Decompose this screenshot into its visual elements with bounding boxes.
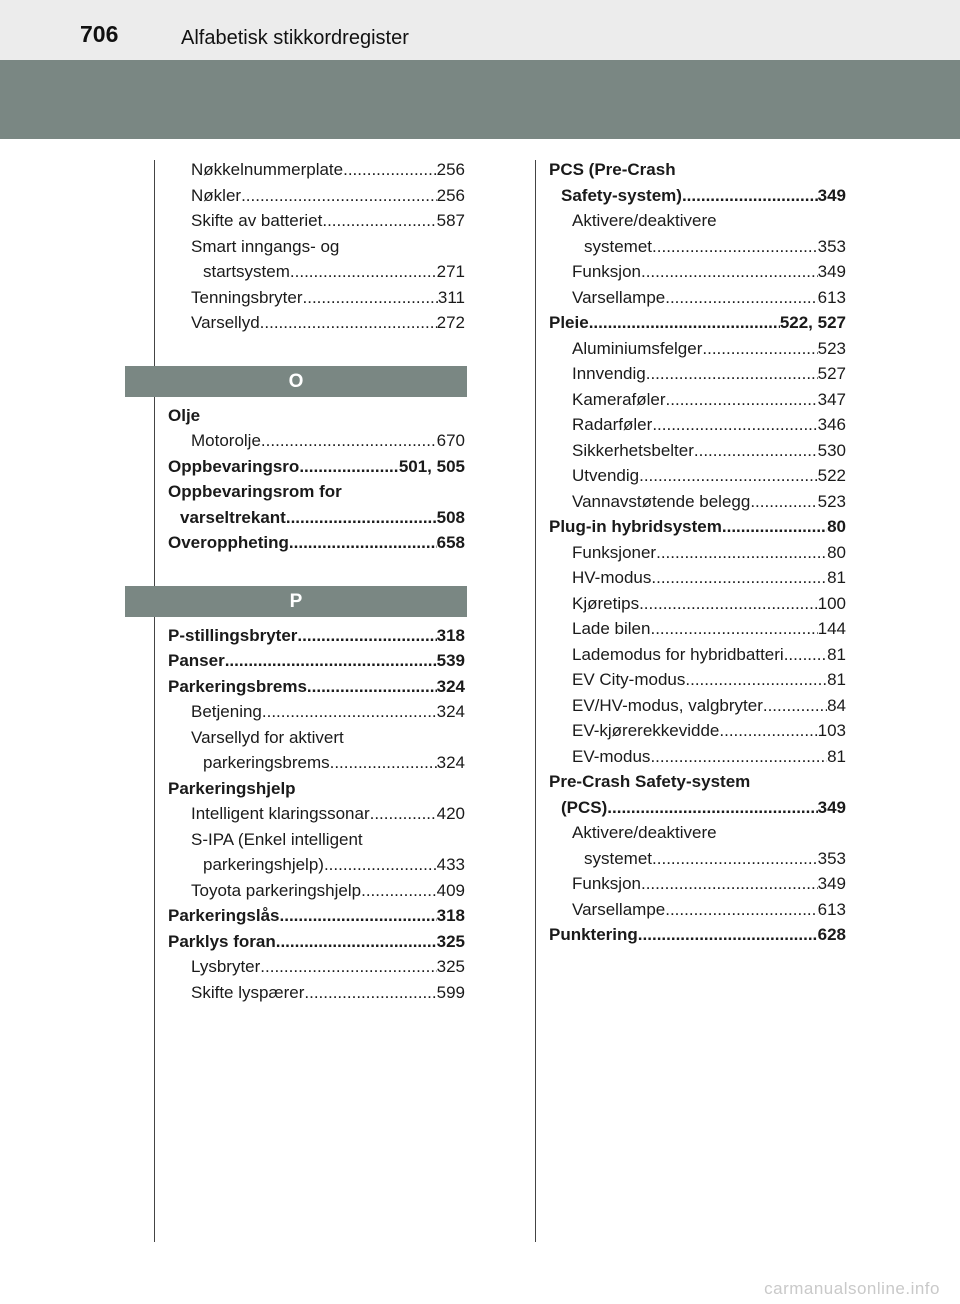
index-subentry bbox=[549, 259, 846, 285]
page-reference: 523 bbox=[817, 491, 846, 511]
index-subentry bbox=[168, 801, 465, 827]
entry-label: Vannavstøtende belegg bbox=[572, 491, 751, 511]
index-subentry bbox=[168, 234, 465, 260]
dot-leader bbox=[241, 183, 437, 209]
index-entry bbox=[549, 157, 846, 183]
entry-label: Parkeringslås bbox=[168, 906, 280, 925]
page-reference: 272 bbox=[436, 313, 465, 332]
dot-leader bbox=[784, 642, 827, 668]
index-subentry bbox=[168, 699, 465, 725]
dot-leader bbox=[641, 871, 818, 897]
dot-leader bbox=[722, 514, 827, 540]
index-entry bbox=[168, 929, 465, 955]
entry-label: Punktering bbox=[549, 925, 638, 944]
entry-label: Oppbevaringsro bbox=[168, 456, 300, 476]
index-subentry bbox=[549, 718, 846, 744]
dot-leader bbox=[646, 361, 818, 387]
dot-leader bbox=[639, 591, 818, 617]
index-subentry bbox=[549, 361, 846, 387]
page-reference: 599 bbox=[436, 982, 465, 1002]
index-subentry bbox=[168, 750, 465, 776]
page-reference: 613 bbox=[817, 287, 846, 307]
entry-label: Varsellampe bbox=[572, 899, 666, 919]
page-reference: 409 bbox=[436, 880, 465, 900]
index-subentry bbox=[168, 157, 465, 183]
entry-label: startsystem bbox=[203, 262, 290, 281]
dot-leader bbox=[286, 505, 437, 531]
index-column-right bbox=[549, 157, 846, 948]
page-reference: 501, 505 bbox=[398, 456, 465, 476]
index-subentry bbox=[168, 980, 465, 1006]
dot-leader bbox=[289, 530, 437, 556]
index-subentry bbox=[549, 642, 846, 668]
page-reference: 670 bbox=[436, 431, 465, 450]
entry-label: Plug-in hybridsystem bbox=[549, 517, 722, 536]
index-subentry bbox=[549, 336, 846, 362]
entry-label: Toyota parkeringshjelp bbox=[191, 880, 362, 900]
index-entry bbox=[168, 623, 465, 649]
entry-label: Panser bbox=[168, 651, 225, 670]
entry-label: Utvendig bbox=[572, 466, 640, 485]
page-reference: 613 bbox=[817, 899, 846, 919]
index-subentry bbox=[549, 871, 846, 897]
entry-label: Varsellampe bbox=[572, 287, 666, 307]
entry-label: Skifte lyspærer bbox=[191, 982, 305, 1002]
index-subentry bbox=[168, 878, 465, 904]
dot-leader bbox=[262, 699, 437, 725]
dot-leader bbox=[261, 428, 437, 454]
entry-label: EV-modus bbox=[572, 746, 651, 766]
index-subentry bbox=[549, 693, 846, 719]
index-subentry bbox=[549, 285, 846, 311]
page-reference: 324 bbox=[436, 702, 465, 721]
dot-leader bbox=[589, 310, 780, 336]
entry-label: Pleie bbox=[549, 313, 589, 332]
dot-leader bbox=[652, 412, 817, 438]
dot-leader bbox=[304, 980, 436, 1006]
entry-label: Intelligent klaringssonar bbox=[191, 804, 370, 823]
header-band bbox=[0, 60, 960, 139]
entry-label: Kjøretips bbox=[572, 593, 640, 613]
page-reference: 349 bbox=[817, 185, 846, 205]
index-subentry bbox=[549, 744, 846, 770]
entry-label: Lade bilen bbox=[572, 619, 651, 638]
page-reference: 523 bbox=[817, 338, 846, 358]
entry-label: parkeringsbrems bbox=[203, 753, 330, 772]
entry-label: systemet bbox=[584, 236, 653, 256]
index-subentry bbox=[549, 234, 846, 260]
section-letter-p: P bbox=[125, 586, 467, 617]
page-reference: 353 bbox=[817, 848, 846, 868]
page-reference: 318 bbox=[436, 625, 465, 645]
dot-leader bbox=[702, 336, 817, 362]
page-reference: 628 bbox=[817, 925, 846, 944]
entry-label: P-stillingsbryter bbox=[168, 625, 298, 645]
dot-leader bbox=[276, 929, 437, 955]
entry-label: Oppbevaringsrom for bbox=[168, 482, 342, 501]
dot-leader bbox=[225, 648, 437, 674]
index-entry bbox=[549, 310, 846, 336]
index-subentry bbox=[549, 438, 846, 464]
entry-label: Lademodus for hybridbatteri bbox=[572, 644, 784, 664]
entry-label: Aktivere/deaktivere bbox=[572, 823, 717, 842]
index-entry bbox=[549, 795, 846, 821]
dot-leader bbox=[650, 744, 827, 770]
index-entry bbox=[168, 776, 465, 802]
index-entry bbox=[549, 922, 846, 948]
dot-leader bbox=[652, 234, 818, 260]
dot-leader bbox=[330, 750, 437, 776]
index-subentry bbox=[549, 591, 846, 617]
dot-leader bbox=[260, 310, 437, 336]
entry-label: Skifte av batteriet bbox=[191, 211, 323, 230]
dot-leader bbox=[307, 674, 437, 700]
entry-label: Parkeringsbrems bbox=[168, 676, 307, 696]
page-reference: 324 bbox=[436, 676, 465, 696]
index-subentry bbox=[549, 616, 846, 642]
entry-label: Kameraføler bbox=[572, 389, 666, 409]
entry-label: Betjening bbox=[191, 702, 262, 721]
entry-label: Pre-Crash Safety-system bbox=[549, 772, 751, 791]
index-subentry bbox=[549, 897, 846, 923]
entry-label: Funksjoner bbox=[572, 542, 657, 562]
page-reference: 103 bbox=[817, 721, 846, 740]
entry-label: Funksjon bbox=[572, 874, 641, 893]
dot-leader bbox=[639, 463, 818, 489]
dot-leader bbox=[641, 259, 818, 285]
entry-label: EV-kjørerekkevidde bbox=[572, 721, 720, 740]
dot-leader bbox=[650, 616, 817, 642]
page-reference: 324 bbox=[436, 753, 465, 772]
entry-label: Parklys foran bbox=[168, 931, 276, 951]
section-spacer bbox=[168, 556, 465, 586]
index-entry bbox=[168, 903, 465, 929]
index-entry bbox=[549, 183, 846, 209]
dot-leader bbox=[280, 903, 437, 929]
entry-label: PCS (Pre-Crash bbox=[549, 160, 676, 179]
dot-leader bbox=[665, 285, 817, 311]
section-letter-o: O bbox=[125, 366, 467, 397]
entry-label: Overoppheting bbox=[168, 533, 289, 552]
dot-leader bbox=[370, 801, 437, 827]
entry-label: Tenningsbryter bbox=[191, 287, 303, 307]
dot-leader bbox=[719, 718, 817, 744]
page-reference: 349 bbox=[817, 797, 846, 817]
page-reference: 527 bbox=[817, 364, 846, 383]
index-subentry bbox=[168, 183, 465, 209]
dot-leader bbox=[685, 667, 827, 693]
index-subentry bbox=[549, 489, 846, 515]
page-reference: 347 bbox=[817, 389, 846, 409]
page-reference: 80 bbox=[827, 542, 846, 562]
entry-label: parkeringshjelp) bbox=[203, 855, 324, 874]
entry-label: Varsellyd bbox=[191, 313, 260, 332]
dot-leader bbox=[763, 693, 827, 719]
entry-label: Nøkkelnummerplate bbox=[191, 160, 344, 179]
index-subentry bbox=[168, 827, 465, 853]
index-entry bbox=[168, 505, 465, 531]
entry-label: Sikkerhetsbelter bbox=[572, 440, 694, 460]
entry-label: Olje bbox=[168, 405, 201, 425]
dot-leader bbox=[651, 565, 827, 591]
entry-label: Safety-system) bbox=[561, 185, 682, 205]
index-subentry bbox=[168, 725, 465, 751]
dot-leader bbox=[682, 183, 818, 209]
index-subentry bbox=[168, 208, 465, 234]
index-subentry bbox=[549, 412, 846, 438]
entry-label: Lysbryter bbox=[191, 957, 261, 976]
dot-leader bbox=[361, 878, 437, 904]
page-reference: 346 bbox=[817, 415, 846, 434]
page-reference: 522 bbox=[817, 466, 846, 485]
entry-label: EV City-modus bbox=[572, 670, 686, 689]
page-reference: 539 bbox=[436, 651, 465, 670]
entry-label: systemet bbox=[584, 848, 653, 868]
entry-label: Funksjon bbox=[572, 262, 641, 281]
dot-leader bbox=[324, 852, 437, 878]
watermark: carmanualsonline.info bbox=[764, 1279, 940, 1298]
page-reference: 349 bbox=[817, 874, 846, 893]
page-number: 706 bbox=[80, 21, 119, 47]
page-reference: 81 bbox=[827, 568, 846, 587]
entry-label: Nøkler bbox=[191, 185, 242, 205]
entry-label: varseltrekant bbox=[180, 507, 286, 527]
index-subentry bbox=[549, 540, 846, 566]
index-subentry bbox=[549, 565, 846, 591]
dot-leader bbox=[303, 285, 438, 311]
page-reference: 325 bbox=[436, 931, 465, 951]
dot-leader bbox=[299, 454, 399, 480]
section-spacer bbox=[168, 336, 465, 366]
page-reference: 81 bbox=[827, 644, 846, 664]
dot-leader bbox=[665, 897, 817, 923]
entry-label: Radarføler bbox=[572, 415, 653, 434]
dot-leader bbox=[750, 489, 817, 515]
index-subentry bbox=[168, 310, 465, 336]
page-reference: 100 bbox=[817, 593, 846, 613]
column-divider-right bbox=[535, 160, 536, 1242]
page-reference: 318 bbox=[436, 906, 465, 925]
index-subentry bbox=[549, 208, 846, 234]
entry-label: Varsellyd for aktivert bbox=[191, 727, 344, 747]
index-entry bbox=[168, 454, 465, 480]
index-subentry bbox=[549, 463, 846, 489]
page-reference: 349 bbox=[817, 262, 846, 281]
index-entry bbox=[549, 769, 846, 795]
page-reference: 587 bbox=[436, 211, 465, 230]
dot-leader bbox=[652, 846, 818, 872]
index-subentry bbox=[549, 846, 846, 872]
entry-label: Aktivere/deaktivere bbox=[572, 211, 717, 230]
index-subentry bbox=[549, 820, 846, 846]
page-reference: 80 bbox=[827, 517, 846, 536]
page-reference: 311 bbox=[437, 287, 465, 307]
page-reference: 81 bbox=[827, 670, 846, 689]
entry-label: (PCS) bbox=[561, 797, 608, 817]
index-subentry bbox=[549, 387, 846, 413]
page-reference: 353 bbox=[817, 236, 846, 256]
index-entry bbox=[549, 514, 846, 540]
page-reference: 84 bbox=[827, 695, 846, 715]
entry-label: HV-modus bbox=[572, 568, 652, 587]
dot-leader bbox=[666, 387, 818, 413]
page-reference: 658 bbox=[436, 533, 465, 552]
entry-label: S-IPA (Enkel intelligent bbox=[191, 829, 363, 849]
dot-leader bbox=[290, 259, 437, 285]
index-subentry bbox=[549, 667, 846, 693]
dot-leader bbox=[638, 922, 818, 948]
index-entry bbox=[168, 648, 465, 674]
index-entry bbox=[168, 530, 465, 556]
entry-label: EV/HV-modus, valgbryter bbox=[572, 695, 763, 715]
page-header bbox=[0, 0, 960, 60]
entry-label: Smart inngangs- og bbox=[191, 236, 340, 256]
page-reference: 271 bbox=[436, 262, 465, 281]
dot-leader bbox=[260, 954, 436, 980]
page-reference: 508 bbox=[436, 507, 465, 527]
entry-label: Parkeringshjelp bbox=[168, 778, 296, 798]
entry-label: Innvendig bbox=[572, 364, 646, 383]
dot-leader bbox=[694, 438, 818, 464]
index-entry bbox=[168, 403, 465, 429]
index-subentry bbox=[168, 954, 465, 980]
page-title: Alfabetisk stikkordregister bbox=[181, 27, 409, 49]
dot-leader bbox=[656, 540, 827, 566]
page-reference: 522, 527 bbox=[779, 313, 846, 332]
page-reference: 530 bbox=[817, 440, 846, 460]
index-entry bbox=[168, 479, 465, 505]
index-subentry bbox=[168, 852, 465, 878]
page-reference: 325 bbox=[436, 957, 465, 976]
dot-leader bbox=[322, 208, 436, 234]
dot-leader bbox=[607, 795, 817, 821]
entry-label: Aluminiumsfelger bbox=[572, 338, 703, 358]
index-subentry bbox=[168, 285, 465, 311]
index-entry bbox=[168, 674, 465, 700]
dot-leader bbox=[297, 623, 436, 649]
index-subentry bbox=[168, 259, 465, 285]
dot-leader bbox=[343, 157, 437, 183]
page-reference: 420 bbox=[436, 804, 465, 823]
page-reference: 256 bbox=[436, 185, 465, 205]
index-subentry bbox=[168, 428, 465, 454]
page-reference: 144 bbox=[817, 619, 846, 638]
index-column-left bbox=[168, 157, 465, 1005]
page-reference: 81 bbox=[827, 746, 846, 766]
column-divider-left bbox=[154, 160, 155, 1242]
entry-label: Motorolje bbox=[191, 431, 261, 450]
page-reference: 433 bbox=[436, 855, 465, 874]
page-reference: 256 bbox=[436, 160, 465, 179]
